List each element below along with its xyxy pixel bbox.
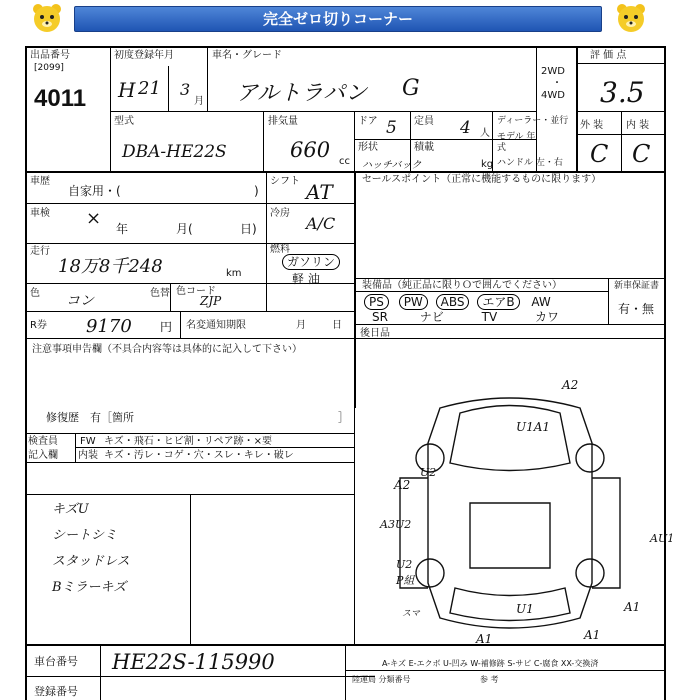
car-name: アルトラパン (236, 81, 368, 106)
fw-items: キズ・飛石・ヒビ割・リペア跡・×要 (104, 436, 272, 447)
damage-mark-left-front: A2 (394, 478, 411, 492)
repair-close: ］ (338, 411, 349, 424)
month-unit: 月( (176, 222, 193, 236)
usage-value: 自家用・( (68, 184, 121, 198)
day-unit: 日) (240, 222, 257, 236)
drive-dot: ・ (552, 78, 562, 89)
repair-label: 修復歴 有［箇所 (46, 411, 134, 424)
back-seat-label: 後日品 (360, 328, 390, 339)
reg-era: H (118, 78, 136, 102)
equip-row-1 (364, 294, 551, 310)
record-label: 記入欄 (28, 450, 58, 461)
displacement-label: 排気量 (268, 116, 298, 127)
ac: A/C (306, 214, 336, 233)
model: DBA-HE22S (122, 142, 227, 162)
bear-mascot-icon (614, 2, 648, 36)
recycle-value: 9170 (86, 316, 132, 337)
damage-mark-hood: U1A1 (516, 420, 551, 434)
fuel-value: ガソリン (282, 254, 340, 270)
chassis: HE22S-115990 (112, 650, 275, 674)
notes-label: 注意事項申告欄（不具合内容等は具体的に記入して下さい） (32, 344, 302, 355)
lot-sub: [2099] (34, 63, 64, 73)
equip-tv: TV (481, 310, 498, 324)
color-code: ZJP (200, 294, 222, 308)
banner (0, 0, 700, 38)
inspector-label: 検査員 (28, 436, 58, 447)
capacity-label: 定員 (414, 116, 434, 127)
auction-sheet (0, 38, 700, 700)
damage-mark-rear-right: A1 (584, 628, 601, 642)
inspection-mark: × (86, 208, 102, 229)
reg-label: 初度登録年月 (114, 50, 174, 61)
damage-mark-fender: U2 (420, 466, 437, 479)
damage-mark-right-rear: A1 (624, 600, 641, 614)
note-line-1: キズU (52, 502, 89, 517)
km-unit: km (226, 268, 242, 279)
color-change-label: 色替 (150, 288, 170, 299)
drive-4wd: 4WD (541, 90, 565, 101)
damage-mark-left-door: A3U2 (380, 518, 412, 531)
color: コン (66, 293, 94, 309)
interior-label: 内装 (78, 450, 98, 461)
handle-label: ハンドル 左・右 (497, 158, 563, 168)
person-unit: 人 (480, 128, 490, 139)
grade: G (402, 76, 420, 101)
sales-label: セールスポイント（正常に機能するものに限ります） (362, 174, 602, 185)
displacement: 660 (290, 138, 331, 162)
equip-abs: ABS (436, 294, 470, 310)
note-line-4: Bミラーキズ (52, 580, 127, 595)
ext-grade: C (590, 140, 609, 168)
inspection-label: 車検 (30, 208, 50, 219)
usage-label: 車歴 (30, 176, 50, 187)
new-warranty-label: 新車保証書 (614, 281, 660, 291)
reg-month: 3 (180, 80, 191, 99)
equip-leather: カワ (535, 310, 560, 324)
int-grade: C (632, 140, 651, 168)
banner-title: 完全ゼロ切りコーナー (74, 6, 602, 32)
color-code-label: 色コード (176, 286, 216, 297)
name-change-day: 日 (332, 320, 342, 331)
bear-mascot-icon (30, 2, 64, 36)
damage-mark-right-door: AU1 (650, 532, 675, 545)
legend: A-キズ E-エクボ U-凹み W-補修跡 S-サビ C-腐食 XX-交換済 (382, 659, 599, 668)
damage-mark-trunk: U1 (516, 602, 534, 616)
year-unit: 年 (116, 222, 129, 236)
equip-row-2 (372, 310, 559, 324)
door-label: ドア (358, 116, 378, 127)
equip-aw: AW (531, 295, 551, 309)
damage-mark-front: A2 (562, 378, 579, 392)
note-line-2: シートシミ (52, 528, 118, 543)
shift-label: シフト (270, 176, 300, 187)
mileage: 18万8千248 (58, 256, 163, 277)
note-line-3: スタッドレス (52, 554, 130, 569)
lot-label: 出品番号 (30, 50, 70, 61)
equip-sr: SR (372, 310, 388, 324)
damage-mark-left-rear-note: P組 (396, 574, 415, 587)
name-label: 車名・グレード (212, 50, 282, 61)
name-change-label: 名変通知期限 (186, 320, 246, 331)
capacity: 4 (460, 118, 471, 138)
reg-year: 21 (138, 78, 161, 99)
yen-unit: 円 (160, 320, 173, 334)
interior-items: キズ・汚レ・コゲ・穴・スレ・キレ・破レ (104, 450, 294, 461)
fuel-label: 燃料 (270, 244, 290, 255)
cc-unit: cc (339, 156, 350, 167)
equip-label: 装備品（純正品に限りＯで囲んでください） (362, 280, 562, 291)
shift: AT (306, 180, 333, 204)
mileage-label: 走行 (30, 246, 50, 257)
fw-label: FW (80, 436, 96, 447)
equip-ps: PS (364, 294, 389, 310)
warranty-value: 有・無 (618, 302, 655, 316)
load-label: 積載 (414, 142, 434, 153)
lot-number: 4011 (34, 85, 87, 112)
usage-close: ) (254, 184, 259, 198)
legend-sub2: 参 考 (480, 675, 499, 684)
fuel-selected (282, 254, 340, 270)
fuel-light: 軽 油 (292, 272, 320, 286)
color-label: 色 (30, 288, 40, 299)
shape-label: 形状 (358, 142, 378, 153)
kg-unit: kg (481, 159, 494, 170)
damage-mark-left-rear: U2 (396, 558, 413, 571)
model-year-label: モデル 年式 (497, 132, 536, 153)
damage-mark-smart: スマ (402, 609, 420, 619)
doors: 5 (386, 118, 397, 138)
shape: ハッチバック (362, 160, 422, 171)
equip-airbag: エアB (477, 294, 519, 310)
model-label: 型式 (114, 116, 134, 127)
equip-navi: ナビ (419, 310, 444, 324)
damage-mark-rear-left: A1 (476, 632, 493, 646)
ac-label: 冷房 (270, 208, 290, 219)
reg-month-unit: 月 (194, 96, 204, 107)
equip-pw: PW (399, 294, 428, 310)
score: 3.5 (600, 76, 645, 109)
name-change-month: 月 (296, 320, 306, 331)
legend-sub1: 陸運局 分類番号 (352, 675, 411, 684)
ext-label: 外 装 (580, 120, 604, 131)
reg-number-label: 登録番号 (34, 685, 78, 698)
score-label: 評 価 点 (590, 50, 627, 61)
chassis-label: 車台番号 (34, 655, 78, 668)
dealer-label: ディーラー・並行 (497, 116, 569, 126)
int-label: 内 装 (626, 120, 650, 131)
drive-2wd: 2WD (541, 66, 565, 77)
car-damage-diagram (360, 383, 660, 643)
recycle-label: R券 (30, 320, 47, 331)
